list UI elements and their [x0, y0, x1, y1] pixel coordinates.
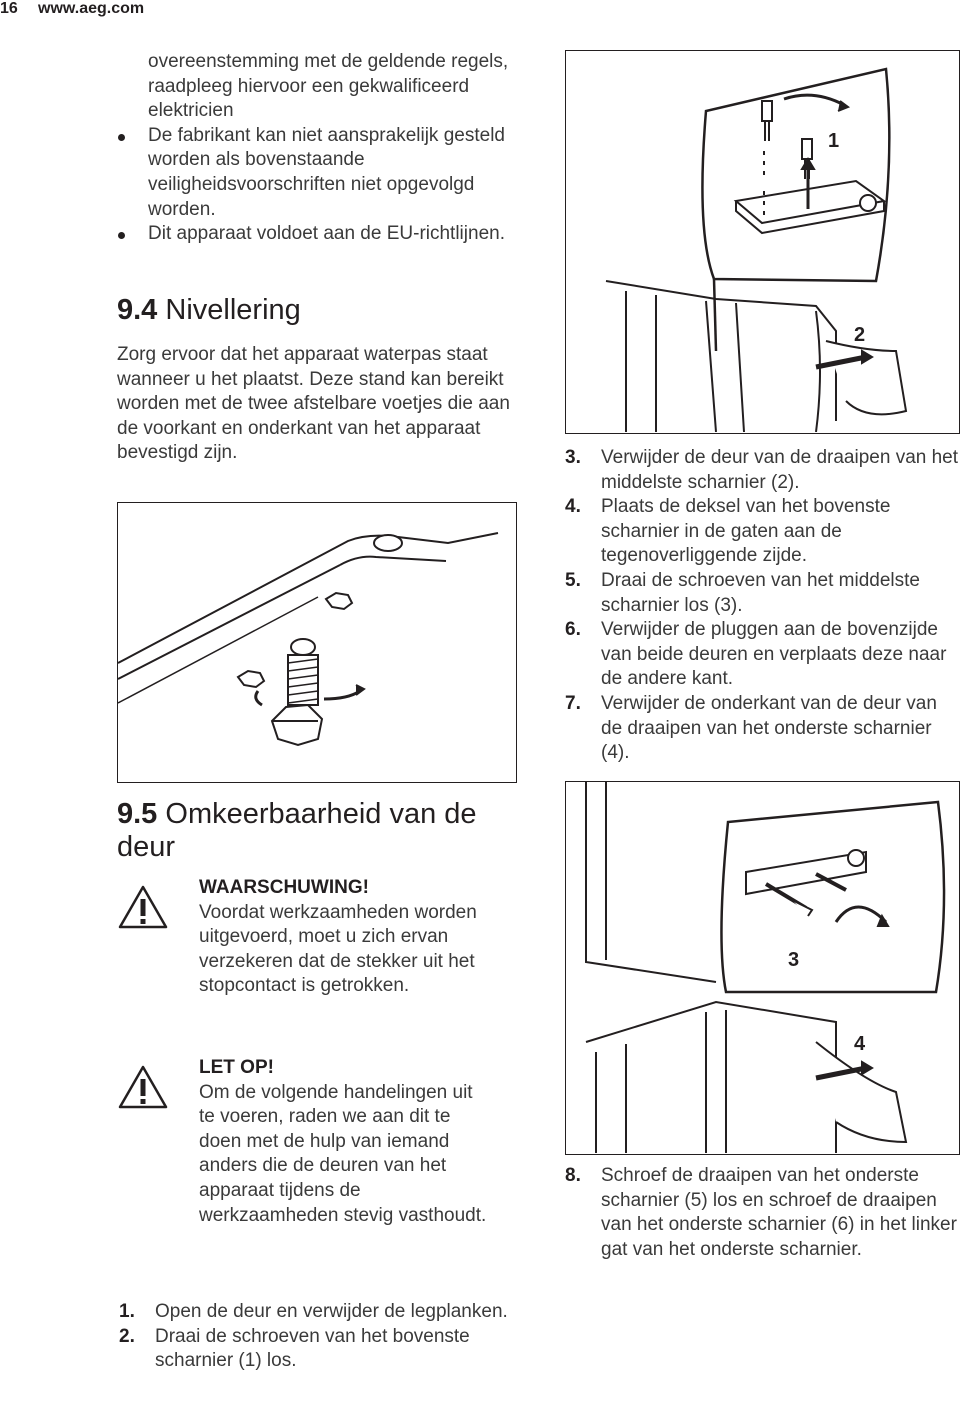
section-heading-9-4: [117, 294, 517, 327]
label-1: 1: [828, 130, 840, 152]
bullet-item: Dit apparaat voldoet aan de EU-richtlijnen.: [148, 222, 523, 247]
step-item: [119, 1325, 529, 1374]
bullet-item: De fabrikant kan niet aansprakelijk gesteld worden als bovenstaande veiligheidsvoorschriften niet opgevolgd worden.: [148, 124, 523, 222]
steps-list-right-b: [565, 1164, 960, 1262]
leveling-figure: [117, 502, 517, 783]
step-number: 5.: [565, 569, 581, 591]
step-number: 4.: [565, 496, 581, 518]
step-item: [565, 692, 960, 766]
callout-bubble: [721, 802, 944, 992]
caution-block: [117, 1056, 517, 1286]
step-number: 6.: [565, 619, 581, 641]
warning-block: [117, 876, 517, 1036]
hinge-middle-figure: [565, 781, 960, 1155]
caution-title: LET OP!: [199, 1057, 274, 1078]
step-item: [565, 1164, 960, 1262]
label-3: 3: [788, 949, 800, 971]
step-text: Open de deur en verwijder de legplanken.: [155, 1301, 508, 1322]
steps-list-left: [119, 1300, 529, 1374]
label-2: 2: [854, 324, 866, 346]
step-number: 7.: [565, 692, 581, 714]
section-number: 9.5: [117, 798, 158, 830]
intro-block: [148, 50, 523, 247]
step-number: 1.: [119, 1301, 135, 1322]
step-item: [565, 569, 960, 618]
step-text: Schroef de draaipen van het onderste scharnier (5) los en schroef de draaipen van het onderste scharnier (6) in het linker gat van het onderste scharnier.: [601, 1165, 957, 1260]
step-number: 3.: [565, 447, 581, 468]
step-number: 8.: [565, 1165, 581, 1186]
step-text: Verwijder de onderkant van de deur van de draaipen van het onderste scharnier (4).: [601, 692, 937, 764]
section-9-4-text: Zorg ervoor dat het apparaat waterpas staat wanneer u het plaatst. Deze stand kan bereikt worden met de twee afstelbare voetjes die aan de voorkant en onderkant van het apparaat bevestigd zijn.: [117, 344, 510, 464]
step-text: Verwijder de pluggen aan de bovenzijde van beide deuren en verplaats deze naar de andere kant.: [601, 619, 947, 690]
top-hinge-illustration: [566, 51, 958, 432]
step-item: [565, 446, 960, 495]
page-header: [0, 0, 960, 22]
callout-bubble: [702, 69, 889, 281]
leveling-illustration: [118, 503, 515, 781]
step-text: Draai de schroeven van het bovenste scharnier (1) los.: [155, 1325, 470, 1372]
page-number: 16: [0, 0, 18, 17]
steps-list-right-a: [565, 446, 960, 766]
middle-hinge-illustration: [566, 782, 958, 1153]
intro-line: overeenstemming met de geldende regels, raadpleeg hiervoor een gekwalificeerd elektricien: [148, 51, 509, 122]
section-title-continued: deur: [117, 831, 176, 863]
site-url[interactable]: www.aeg.com: [38, 0, 145, 17]
step-item: [565, 618, 960, 692]
step-text: Draai de schroeven van het middelste scharnier los (3).: [601, 569, 920, 616]
section-number: 9.4: [117, 294, 158, 326]
safety-bullets: [148, 124, 523, 247]
label-4: 4: [854, 1033, 866, 1055]
caution-triangle-icon: [117, 1064, 169, 1110]
caution-text: Om de volgende handelingen uit te voeren, raden we aan dit te doen met de hulp van iemand anders die de deuren van het apparaat tijdens de werkzaamheden stevig vasthoudt.: [199, 1081, 487, 1226]
step-text: Verwijder de deur van de draaipen van het middelste scharnier (2).: [601, 447, 959, 493]
warning-text: Voordat werkzaamheden worden uitgevoerd, moet u zich ervan verzekeren dat de stekker uit het stopcontact is getrokken.: [199, 901, 477, 997]
step-text: Plaats de deksel van het bovenste scharnier in de gaten aan de tegenoverliggende zijde.: [601, 496, 891, 567]
step-number: 2.: [119, 1325, 135, 1347]
section-title: Nivellering: [165, 294, 301, 326]
hinge-top-figure: [565, 50, 960, 434]
section-heading-9-5: [117, 798, 517, 864]
warning-triangle-icon: [117, 884, 169, 930]
step-item: [119, 1300, 529, 1325]
warning-title: WAARSCHUWING!: [199, 877, 369, 898]
step-item: [565, 495, 960, 569]
section-title: Omkeerbaarheid van de: [165, 798, 477, 830]
